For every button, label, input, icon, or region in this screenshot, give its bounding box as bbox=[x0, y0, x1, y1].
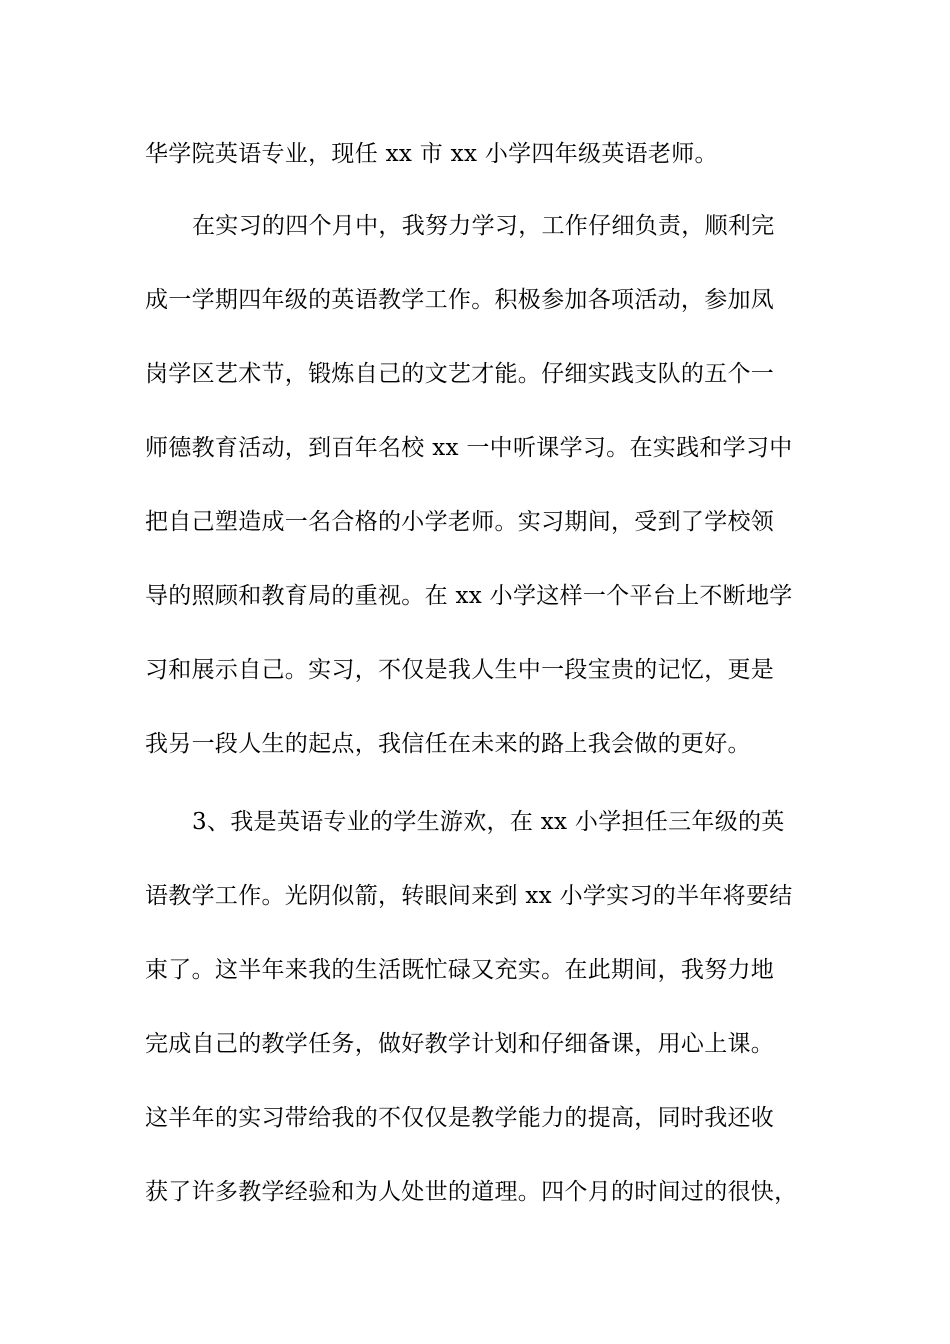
text-line: 导的照顾和教育局的重视。在 xx 小学这样一个平台上不断地学 bbox=[145, 583, 793, 609]
text-line: 成一学期四年级的英语教学工作。积极参加各项活动，参加凤 bbox=[145, 287, 775, 313]
text-line: 这半年的实习带给我的不仅仅是教学能力的提高，同时我还收 bbox=[145, 1105, 775, 1131]
text-line: 束了。这半年来我的生活既忙碌又充实。在此期间，我努力地 bbox=[145, 957, 775, 983]
text-line: 我另一段人生的起点，我信任在未来的路上我会做的更好。 bbox=[145, 731, 751, 757]
text-line: 获了许多教学经验和为人处世的道理。四个月的时间过的很快， bbox=[145, 1179, 798, 1205]
text-line: 师德教育活动，到百年名校 xx 一中听课学习。在实践和学习中 bbox=[145, 435, 793, 461]
text-line: 华学院英语专业，现任 xx 市 xx 小学四年级英语老师。 bbox=[145, 141, 718, 167]
text-line: 3、我是英语专业的学生游欢，在 xx 小学担任三年级的英 bbox=[192, 809, 785, 835]
text-line: 完成自己的教学任务，做好教学计划和仔细备课，用心上课。 bbox=[145, 1031, 775, 1057]
text-line: 岗学区艺术节，锻炼自己的文艺才能。仔细实践支队的五个一 bbox=[145, 361, 775, 387]
text-line: 把自己塑造成一名合格的小学老师。实习期间，受到了学校领 bbox=[145, 509, 775, 535]
text-line: 习和展示自己。实习，不仅是我人生中一段宝贵的记忆，更是 bbox=[145, 657, 775, 683]
text-line: 在实习的四个月中，我努力学习，工作仔细负责，顺利完 bbox=[192, 213, 775, 239]
text-line: 语教学工作。光阴似箭，转眼间来到 xx 小学实习的半年将要结 bbox=[145, 883, 793, 909]
